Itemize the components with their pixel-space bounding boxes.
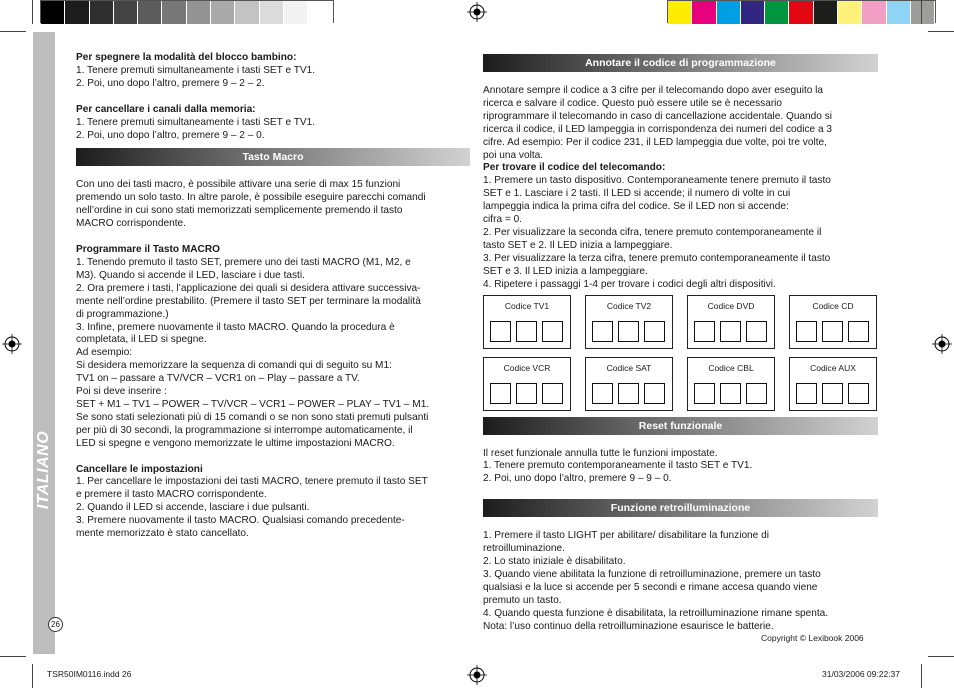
- registration-mark-icon: [2, 334, 22, 354]
- crop-mark: [0, 656, 26, 657]
- color-swatch: [789, 1, 813, 24]
- code-digit-cell: [746, 321, 767, 342]
- code-box-label: Codice DVD: [707, 300, 755, 311]
- code-box: [687, 295, 775, 349]
- code-box-label: Codice TV2: [606, 300, 652, 311]
- crop-mark: [921, 0, 922, 24]
- code-box: [483, 295, 571, 349]
- color-swatch-strip: [667, 0, 936, 23]
- text-line: SET e 1. Lasciare i 2 tasti. Il LED si accende; il numero di volte in cui: [483, 188, 791, 200]
- code-digit-cell: [592, 321, 613, 342]
- code-digit-cell: [516, 321, 537, 342]
- text-line: e premere il tasto MACRO corrispondente.: [76, 489, 267, 501]
- code-digit-cell: [694, 383, 715, 404]
- text-line: 2. Poi, uno dopo l’altro, premere 9 – 2 – 2.: [76, 77, 265, 89]
- slug-date-time: 31/03/2006 09:22:37: [822, 669, 900, 679]
- text-line: 3. Premere nuovamente il tasto MACRO. Qualsiasi comando precedente-: [76, 515, 405, 527]
- code-box: [687, 357, 775, 411]
- crop-mark: [928, 656, 954, 657]
- text-line: ricerca il codice, il LED lampeggia in corrispondenza dei numeri del codice a 3: [483, 123, 832, 135]
- text-line: 1. Tenendo premuto il tasto SET, premere uno dei tasti MACRO (M1, M2, e: [76, 256, 411, 268]
- section-bar-reset: Reset funzionale: [483, 417, 878, 435]
- programmare-steps: [76, 257, 470, 451]
- color-swatch: [187, 1, 211, 24]
- section-title: Per trovare il codice del telecomando:: [483, 162, 666, 174]
- section-bar-tasto-macro: Tasto Macro: [76, 148, 470, 166]
- text-line: completata, il LED si spegne.: [76, 334, 207, 346]
- color-swatch: [862, 1, 886, 24]
- text-line: Il reset funzionale annulla tutte le funzioni impostate.: [483, 447, 718, 459]
- code-digit-cell: [644, 383, 665, 404]
- color-swatch: [235, 1, 259, 24]
- text-line: lampeggia indica la prima cifra del codice. Se il LED non si accende:: [483, 201, 789, 213]
- code-digit-cell: [796, 383, 817, 404]
- code-box: [789, 295, 877, 349]
- section-title: Per cancellare i canali dalla memoria:: [76, 103, 256, 115]
- right-column: [483, 54, 878, 633]
- slug-file-name: TSR50IM0116.indd 26: [47, 669, 132, 679]
- section-title: Programmare il Tasto MACRO: [76, 244, 220, 256]
- macro-intro-paragraph: [76, 179, 470, 231]
- retroilluminazione-steps: [483, 530, 878, 633]
- crop-mark: [921, 664, 922, 688]
- color-swatch: [41, 1, 65, 24]
- text-line: 1. Per cancellare le impostazioni dei tasti MACRO, tenere premuto il tasto SET: [76, 476, 428, 488]
- code-digit-cell: [644, 321, 665, 342]
- language-label: ITALIANO: [35, 430, 52, 510]
- color-swatch: [765, 1, 789, 24]
- code-digit-cell: [618, 321, 639, 342]
- text-line: Nota: l’uso continuo della retroilluminazione esaurisce le batterie.: [483, 620, 774, 632]
- color-swatch: [741, 1, 765, 24]
- color-swatch: [162, 1, 186, 24]
- crop-mark: [0, 31, 26, 32]
- text-line: Con uno dei tasti macro, è possibile attivare una serie di max 15 funzioni: [76, 179, 401, 191]
- color-swatch: [838, 1, 862, 24]
- trovare-steps: [483, 175, 878, 291]
- text-line: mente memorizzato è stato cancellato.: [76, 528, 249, 540]
- color-swatch: [138, 1, 162, 24]
- crop-mark: [32, 0, 33, 24]
- code-digit-cell: [618, 383, 639, 404]
- text-line: 1. Tenere premuti simultaneamente i tasti SET e TV1.: [76, 116, 316, 128]
- code-digit-cell: [490, 383, 511, 404]
- section-title: Cancellare le impostazioni: [76, 463, 203, 475]
- text-line: Poi si deve inserire :: [76, 386, 167, 398]
- text-line: SET + M1 – TV1 – POWER – TV/VCR – VCR1 – POWER – PLAY – TV1 – M1.: [76, 398, 430, 410]
- text-line: M3). Quando si accende il LED, lasciare i due tasti.: [76, 269, 305, 281]
- color-swatch: [65, 1, 89, 24]
- code-box: [585, 295, 673, 349]
- text-line: 3. Quando viene abilitata la funzione di retroilluminazione, premere un tasto: [483, 568, 821, 580]
- crop-mark: [32, 664, 33, 688]
- code-digit-cell: [542, 321, 563, 342]
- color-swatch: [717, 1, 741, 24]
- text-line: ricerca e salvare il codice. Questo può essere utile se è necessario: [483, 97, 783, 109]
- text-line: premuto un tasto.: [483, 594, 562, 606]
- text-line: 2. Lo stato iniziale è disabilitato.: [483, 556, 626, 568]
- text-line: 2. Ora premere i tasti, l’applicazione dei quali si desidera attivare successiva-: [76, 282, 421, 294]
- code-digit-cell: [542, 383, 563, 404]
- code-digit-cell: [516, 383, 537, 404]
- text-line: di programmazione.): [76, 308, 169, 320]
- text-line: 2. Quando il LED si accende, lasciare i due pulsanti.: [76, 502, 310, 514]
- code-digit-cell: [490, 321, 511, 342]
- code-digit-cell: [848, 321, 869, 342]
- text-line: 2. Per visualizzare la seconda cifra, tenere premuto contemporaneamente il: [483, 226, 822, 238]
- text-line: 1. Premere un tasto dispositivo. Contemporaneamente tenere premuto il tasto: [483, 175, 831, 187]
- language-side-tab: [33, 32, 55, 654]
- text-line: Ad esempio:: [76, 347, 133, 359]
- annotare-paragraph: [483, 85, 878, 162]
- color-swatch: [814, 1, 838, 24]
- crop-mark: [928, 31, 954, 32]
- registration-mark-icon: [932, 334, 952, 354]
- color-swatch: [911, 1, 935, 24]
- cancellare-canali-steps: [76, 117, 470, 143]
- code-box-label: Codice AUX: [810, 362, 856, 373]
- text-line: premendo un solo tasto. In altre parole, è possibile eseguire parecchi comandi: [76, 192, 426, 204]
- text-line: Annotare sempre il codice a 3 cifre per il telecomando dopo aver eseguito la: [483, 85, 824, 96]
- color-swatch: [260, 1, 284, 24]
- text-line: 4. Quando questa funzione è disabilitata, la retroilluminazione rimane spenta.: [483, 607, 829, 619]
- text-line: per più di 30 secondi, la programmazione si interrompe automaticamente, il: [76, 424, 413, 436]
- text-line: Si desidera memorizzare la sequenza di comandi qui di seguito su M1:: [76, 360, 392, 372]
- code-record-grid: [483, 295, 878, 411]
- code-box-label: Codice VCR: [503, 362, 551, 373]
- code-box-label: Codice CBL: [708, 362, 754, 373]
- registration-mark-icon: [467, 665, 487, 685]
- grayscale-swatch-strip: [40, 0, 334, 23]
- code-digit-cell: [796, 321, 817, 342]
- text-line: retroilluminazione.: [483, 543, 565, 555]
- text-line: poi una volta.: [483, 149, 544, 161]
- text-line: riprogrammare il telecomando in caso di cancellazione accidentale. Quando si: [483, 110, 832, 122]
- color-swatch: [284, 1, 308, 24]
- copyright-notice: Copyright © Lexibook 2006: [761, 633, 864, 643]
- section-bar-retroilluminazione: Funzione retroilluminazione: [483, 499, 878, 517]
- text-line: 4. Ripetere i passaggi 1-4 per trovare i codici degli altri dispositivi.: [483, 278, 776, 290]
- code-digit-cell: [720, 321, 741, 342]
- color-swatch: [114, 1, 138, 24]
- code-digit-cell: [848, 383, 869, 404]
- text-line: qualsiasi e la luce si accende per 5 secondi e rimane accesa quando viene: [483, 581, 818, 593]
- code-box-label: Codice CD: [812, 300, 854, 311]
- registration-mark-icon: [467, 2, 487, 22]
- text-line: 2. Poi, uno dopo l’altro, premere 9 – 9 – 0.: [483, 473, 672, 485]
- text-line: TV1 on – passare a TV/VCR – VCR1 on – Play – passare a TV.: [76, 373, 360, 385]
- spegnere-steps: [76, 65, 470, 91]
- color-swatch: [887, 1, 911, 24]
- code-digit-cell: [822, 321, 843, 342]
- color-swatch: [211, 1, 235, 24]
- text-line: mente nell’ordine prestabilito. (Premere il tasto SET per terminare la modalità: [76, 295, 421, 307]
- code-box-label: Codice TV1: [504, 300, 550, 311]
- text-line: 1. Tenere premuto contemporaneamente il tasto SET e TV1.: [483, 460, 753, 472]
- code-digit-cell: [592, 383, 613, 404]
- color-swatch: [90, 1, 114, 24]
- text-line: LED si spegne e vengono memorizzate le ultime impostazioni MACRO.: [76, 437, 395, 449]
- color-swatch: [308, 1, 332, 24]
- text-line: nell’ordine in cui sono stati memorizzati semplicemente premendo il tasto: [76, 205, 403, 217]
- text-line: 3. Per visualizzare la terza cifra, tenere premuto contemporaneamente il tasto: [483, 252, 831, 264]
- color-swatch: [668, 1, 692, 24]
- text-line: SET e 3. Il LED inizia a lampeggiare.: [483, 265, 648, 277]
- code-digit-cell: [694, 321, 715, 342]
- text-line: cifre. Ad esempio: Per il codice 231, il LED lampeggia due volte, poi tre volte,: [483, 136, 827, 148]
- text-line: 1. Premere il tasto LIGHT per abilitare/ disabilitare la funzione di: [483, 530, 769, 542]
- code-digit-cell: [720, 383, 741, 404]
- color-swatch: [692, 1, 716, 24]
- text-line: 2. Poi, uno dopo l’altro, premere 9 – 2 – 0.: [76, 129, 265, 141]
- cancellare-impostazioni-steps: [76, 476, 470, 541]
- left-column: [76, 52, 470, 541]
- code-box: [585, 357, 673, 411]
- text-line: Se sono stati selezionati più di 15 comandi o se non sono stati premuti pulsanti: [76, 411, 429, 423]
- section-bar-annotare: Annotare il codice di programmazione: [483, 54, 878, 72]
- text-line: MACRO corrispondente.: [76, 218, 186, 230]
- code-box: [483, 357, 571, 411]
- section-title: Per spegnere la modalità del blocco bambino:: [76, 52, 297, 63]
- code-box-label: Codice SAT: [606, 362, 652, 373]
- code-box: [789, 357, 877, 411]
- page-number: 26: [48, 617, 63, 632]
- code-digit-cell: [746, 383, 767, 404]
- text-line: cifra = 0.: [483, 214, 522, 226]
- code-digit-cell: [822, 383, 843, 404]
- reset-steps: [483, 448, 878, 487]
- text-line: 1. Tenere premuti simultaneamente i tasti SET e TV1.: [76, 64, 316, 76]
- text-line: 3. Infine, premere nuovamente il tasto MACRO. Quando la procedura è: [76, 321, 395, 333]
- text-line: tasto SET e 2. Il LED inizia a lampeggiare.: [483, 239, 673, 251]
